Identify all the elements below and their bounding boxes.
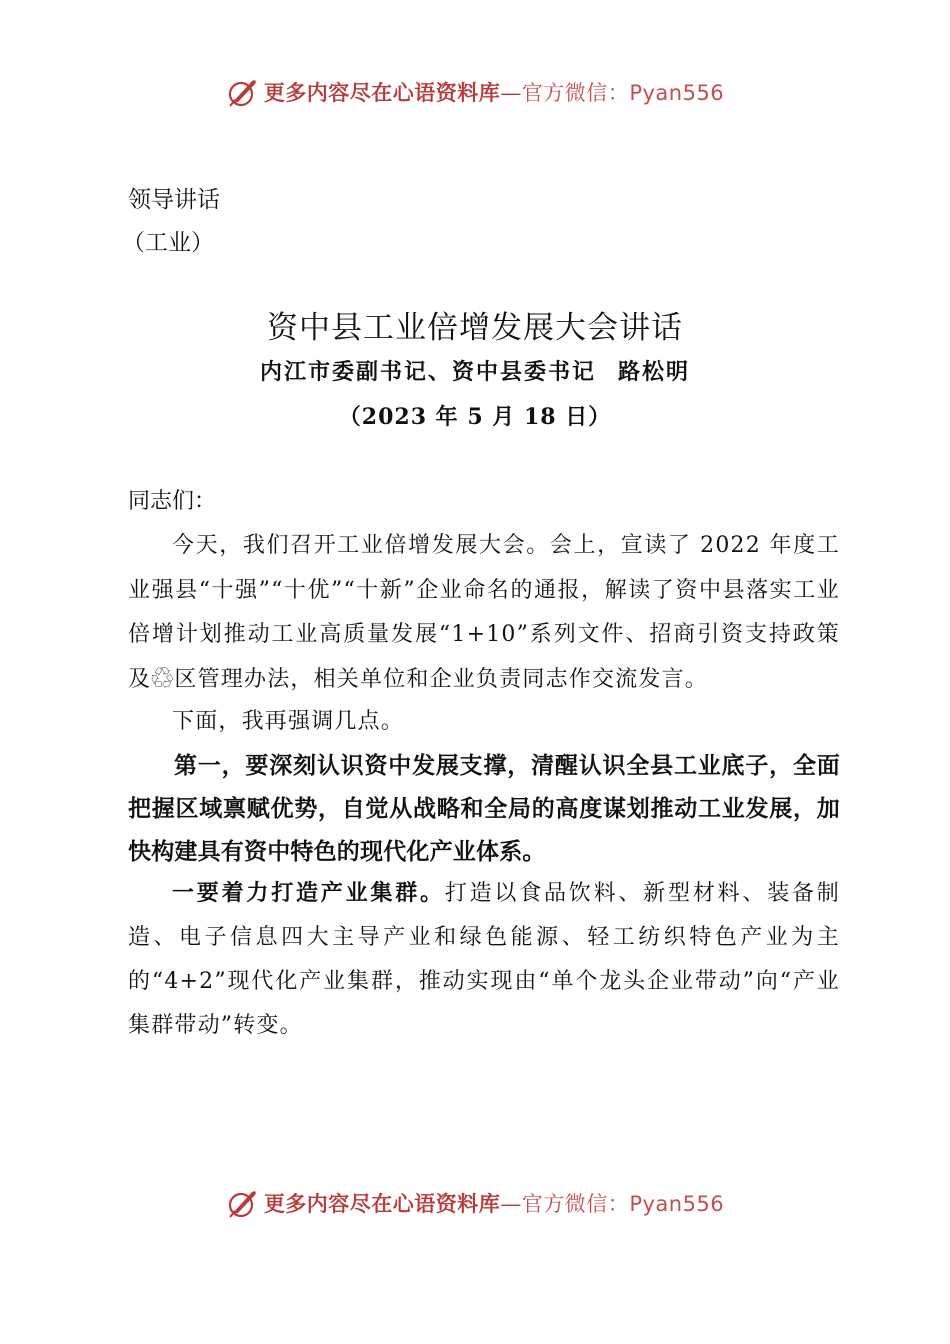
category-sublabel: （工业） — [122, 230, 214, 256]
speaker-role: 内江市委副书记、资中县委书记 — [259, 359, 596, 385]
category-label: 领导讲话 — [128, 187, 220, 213]
watermark-text: 更多内容尽在心语资料库—官方微信：Pyan556 — [263, 80, 725, 105]
paragraph-point-one: 第一，要深刻认识资中发展支撑，清醒认识全县工业底子，全面把握区域禀赋优势，自觉从战略和全局的高度谋划推动工业发展，加快构建具有资中特色的现代化产业体系。 — [128, 753, 840, 865]
greeting: 同志们： — [128, 489, 217, 514]
quill-logo-icon — [226, 1186, 260, 1220]
watermark-text: 更多内容尽在心语资料库—官方微信：Pyan556 — [263, 1191, 725, 1216]
speaker-byline — [0, 355, 950, 386]
paragraph-transition: 下面，我再强调几点。 — [172, 709, 405, 734]
paragraph-intro: 今天，我们召开工业倍增发展大会。会上，宣读了 2022 年度工业强县“十强”“十优”“十新”企业命名的通报，解读了资中县落实工业倍增计划推动工业高质量发展“1+10”系列文件、招商引资支持政策及♲区管理办法，相关单位和企业负责同志作交流发言。 — [128, 533, 840, 692]
paragraph-lead: 一要着力打造产业集群。 — [172, 880, 445, 906]
footer-watermark — [0, 1183, 950, 1223]
paragraph-rest: 打造以食品饮料、新型材料、装备制造、电子信息四大主导产业和绿色能源、轻工纺织特色产业为主的“4+2”现代化产业集群，推动实现由“单个龙头企业带动”向“产业集群带动”转变。 — [128, 881, 841, 1038]
speaker-name: 路松明 — [618, 359, 691, 385]
speech-date: （2023 年 5 月 18 日） — [338, 404, 612, 430]
quill-logo-icon — [226, 75, 260, 109]
document-title: 资中县工业倍增发展大会讲话 — [267, 310, 683, 346]
paragraph-industry-cluster — [128, 871, 840, 1048]
header-watermark — [0, 72, 950, 112]
